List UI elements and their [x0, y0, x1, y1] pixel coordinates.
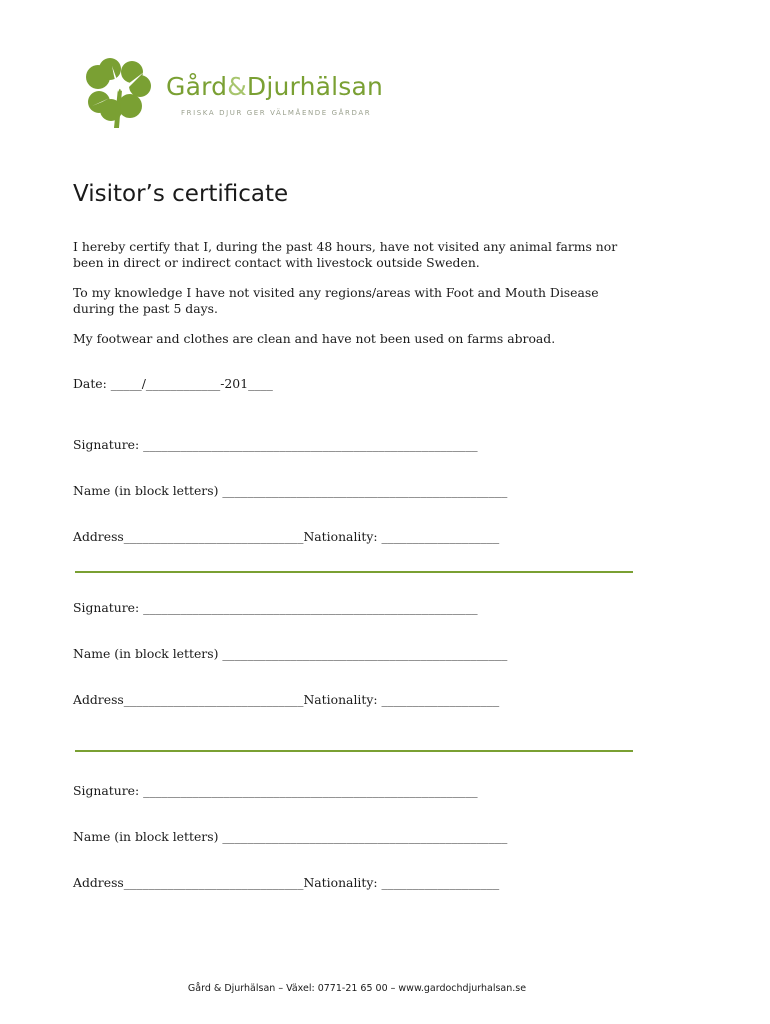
name-field: Name (in block letters) ______________________________________________: [73, 829, 508, 844]
brand-ampersand: &: [227, 72, 247, 101]
name-field: Name (in block letters) ______________________________________________: [73, 483, 508, 498]
signature-field: Signature: ______________________________________________________: [73, 437, 478, 452]
brand-tagline: FRISKA DJUR GER VÄLMÅENDE GÅRDAR: [181, 109, 372, 117]
certification-paragraph-2: To my knowledge I have not visited any regions/areas with Foot and Mouth Disease during the past 5 days.: [73, 285, 599, 316]
document-title: Visitor’s certificate: [73, 181, 289, 207]
certification-paragraph-1: I hereby certify that I, during the past 48 hours, have not visited any animal farms nor been in direct or indirect contact with livestock outside Sweden.: [73, 239, 618, 270]
certification-paragraph-3: My footwear and clothes are clean and have not been used on farms abroad.: [73, 331, 556, 346]
brand-name: [166, 72, 383, 101]
four-leaf-clover-icon: [84, 58, 154, 128]
section-divider: [75, 571, 633, 573]
date-field: Date: _____/____________-201____: [73, 376, 273, 391]
address-nationality-field: Address_____________________________Nationality: ___________________: [73, 529, 500, 544]
brand-name-part1: Gård: [166, 72, 228, 101]
brand-name-part2: Djurhälsan: [246, 72, 384, 101]
name-field: Name (in block letters) ______________________________________________: [73, 646, 508, 661]
address-nationality-field: Address_____________________________Nationality: ___________________: [73, 875, 500, 890]
section-divider: [75, 750, 633, 752]
company-logo: [84, 58, 394, 128]
page-footer: Gård & Djurhälsan – Växel: 0771-21 65 00 – www.gardochdjurhalsan.se: [187, 983, 527, 994]
address-nationality-field: Address_____________________________Nationality: ___________________: [73, 692, 500, 707]
signature-field: Signature: ______________________________________________________: [73, 600, 478, 615]
signature-field: Signature: ______________________________________________________: [73, 783, 478, 798]
